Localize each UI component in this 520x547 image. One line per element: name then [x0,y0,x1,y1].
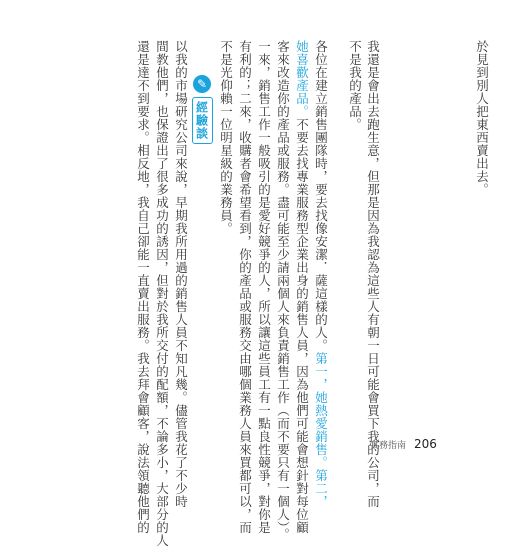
paragraph-line: 還是達不到要求。相反地，我自己卻能一直賣出服務。我去拜會顧客，說法領聽他們的 [135,40,151,534]
footer-section-title: 實務指南 [370,440,407,451]
paragraph-line: 間教他們，也保證出了很多成功的誘因，但對於我所交付的配額，不論多小，大部分的人 [154,40,170,547]
highlight-text: 她喜歡產品。 [294,40,310,118]
paragraph-line: 客來改造你的產品或服務。盡可能至少請兩個人來負責銷售工作（而不要只有一個人）。 [275,40,291,541]
body-text-line: 不是我的產品。 [347,40,363,131]
experience-label-text: 經驗談 [192,97,213,144]
experience-label [190,75,214,144]
page-number: 206 [414,437,437,451]
page-footer [370,437,437,451]
body-text-line: 於見到別人把東西賣出去。 [474,40,490,196]
highlight-text: 第一，她熱愛銷售。第二， [313,352,329,508]
paragraph-line: 各位在建立銷售團隊時，要去找像安潔．薩這樣的人。第一，她熱愛銷售。第二， [313,40,329,508]
paragraph-line: 以我的市場研究公司來說，早期我所用過的銷售人員不知凡幾。儘管我花了不少時 [173,40,189,508]
body-text-line: 我還是會出去跑生意，但那是因為我認為這些人有朝一日可能會買下我的公司，而 [365,40,381,508]
paragraph-line: 有利的；二來，收購者會希望看到，你的產品或服務交由哪個業務人員來買都可以，而 [237,40,253,534]
lightbulb-icon: ✎ [193,75,211,93]
paragraph-line: 不是光仰賴一位明星級的業務員。 [218,40,234,235]
paragraph-line: 她喜歡產品。不要去找專業服務型企業出身的銷售人員，因為他們可能會想針對每位顧 [294,40,310,534]
paragraph-line: 一來，銷售工作一般吸引的是愛好競爭的人，所以讓這些員工有一點良性競爭，對你是 [256,40,272,534]
